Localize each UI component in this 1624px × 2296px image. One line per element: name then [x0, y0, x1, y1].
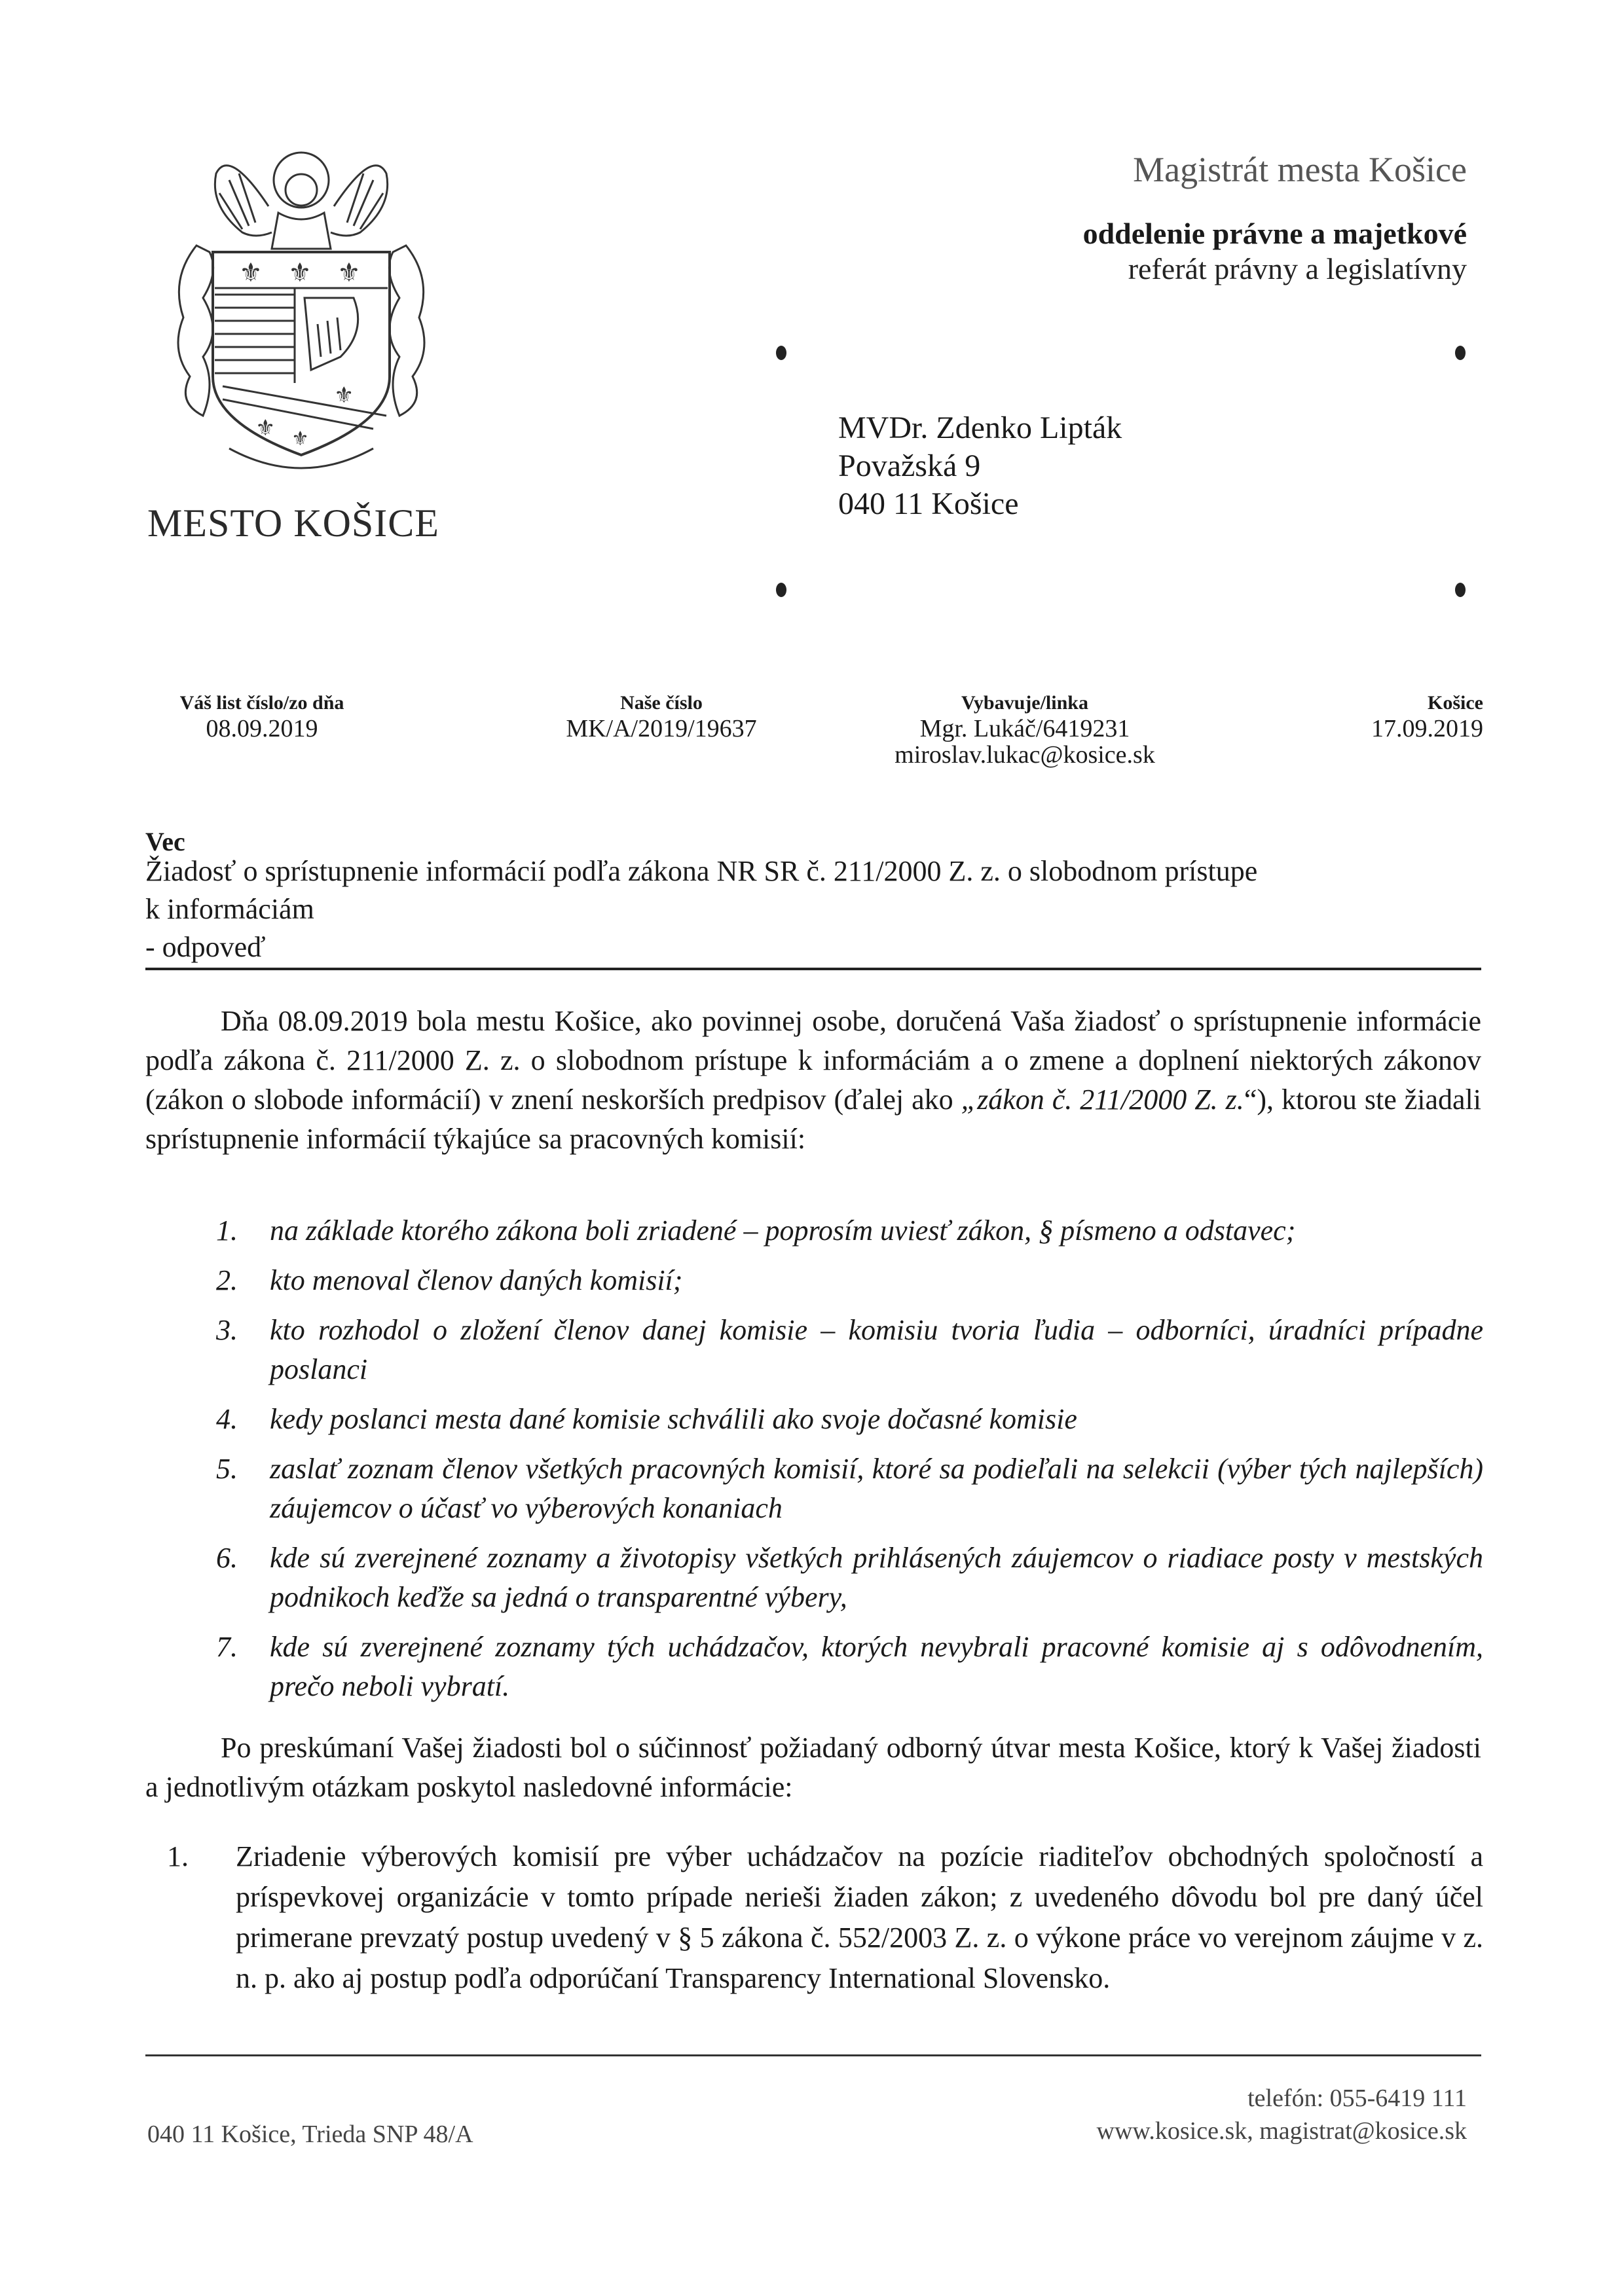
window-mark-icon: [1455, 583, 1466, 597]
intro-text: Dňa 08.09.2019 bola mestu Košice, ako povinnej osobe, doručená Vaša žiadosť o sprístupnenie informácie podľa zákona č. 211/2000 Z. z. o slobodnom prístupe k informáciám a o zmene a doplnení niektorých zákonov (zákon o slobode informácií) v znení neskorších predpisov (ďalej ako: [145, 1005, 1481, 1116]
ref-label: Vybavuje/linka: [961, 692, 1088, 714]
section-name: referát právny a legislatívny: [1128, 252, 1467, 285]
your-letter-ref: [164, 691, 360, 742]
item-text: kto rozhodol o zložení členov danej komisie – komisiu tvoria ľudia – odborníci, úradníci prípadne poslanci: [270, 1314, 1483, 1385]
coat-of-arms-icon: [157, 134, 445, 481]
ref-value: MK/A/2019/19637: [566, 715, 757, 742]
subject-text: [145, 852, 1481, 966]
ref-value: Mgr. Lukáč/6419231: [919, 715, 1130, 742]
ref-label: Košice: [1428, 692, 1483, 714]
window-mark-icon: [776, 583, 786, 597]
item-number: 6.: [216, 1542, 238, 1574]
item-text: Zriadenie výberových komisií pre výber uchádzačov na pozície riaditeľov obchodných spoločností a príspevkovej organizácie v tomto prípade nerieši žiaden zákon; z uvedeného dôvodu bol pre daný účel primerane prevzatý postup uvedený v § 5 zákona č. 552/2003 Z. z. o výkone práce vo verejnom záujme v z. n. p. ako aj postup podľa odporúčaní Transparency International Slovensko.: [236, 1840, 1483, 1994]
item-text: zaslať zoznam členov všetkých pracovných komisií, ktoré sa podieľali na selekcii (výber tých najlepších) záujemcov o účasť vo výberových konaniach: [270, 1453, 1483, 1524]
item-number: 1.: [216, 1214, 238, 1247]
recipient-name: MVDr. Zdenko Lipták: [838, 410, 1122, 445]
item-number: 4.: [216, 1403, 238, 1435]
svg-text:⚜: ⚜: [334, 384, 354, 408]
item-text: kde sú zverejnené zoznamy tých uchádzačov, ktorých nevybrali pracovné komisie aj s odôvodnením, prečo neboli vybratí.: [270, 1631, 1483, 1702]
svg-text:⚜: ⚜: [288, 258, 312, 287]
list-item: [216, 1211, 1483, 1250]
item-text: kto menoval členov daných komisií;: [270, 1264, 683, 1296]
subject-line: Žiadosť o sprístupnenie informácií podľa zákona NR SR č. 211/2000 Z. z. o slobodnom prístupe: [145, 855, 1258, 887]
list-item: [167, 1836, 1483, 1999]
subject-line: k informáciám: [145, 893, 314, 925]
item-text: kedy poslanci mesta dané komisie schválili ako svoje dočasné komisie: [270, 1403, 1077, 1435]
recipient-city: 040 11 Košice: [838, 486, 1019, 521]
footer-contact: [1097, 2082, 1467, 2147]
footer-phone: telefón: 055-6419 111: [1247, 2085, 1467, 2112]
recipient-street: Považská 9: [838, 448, 981, 483]
city-name: MESTO KOŠICE: [147, 501, 439, 545]
footer-web-email: www.kosice.sk, magistrat@kosice.sk: [1096, 2117, 1467, 2145]
item-number: 7.: [216, 1631, 238, 1663]
response-paragraph: Po preskúmaní Vašej žiadosti bol o súčinnosť požiadaný odborný útvar mesta Košice, ktorý k Vašej žiadosti a jednotlivým otázkam poskytol nasledovné informácie:: [145, 1732, 1481, 1803]
svg-text:⚜: ⚜: [337, 258, 361, 287]
our-number: [537, 691, 786, 742]
subject-line: - odpoveď: [145, 931, 266, 963]
item-text: na základe ktorého zákona boli zriadené – poprosím uviesť zákon, § písmeno a odstavec;: [270, 1214, 1296, 1247]
ref-label: Váš list číslo/zo dňa: [179, 692, 344, 714]
item-number: 3.: [216, 1314, 238, 1346]
subject-divider: [145, 968, 1481, 970]
list-item: [216, 1449, 1483, 1528]
svg-text:⚜: ⚜: [239, 258, 263, 287]
item-text: kde sú zverejnené zoznamy a životopisy všetkých prihlásených záujemcov o riadiace posty v mestských podnikoch keďže sa jedná o transparentné výbery,: [270, 1542, 1483, 1613]
handled-by: [881, 691, 1169, 768]
ref-label: Naše číslo: [620, 692, 703, 714]
intro-law-ref: „zákon č. 211/2000 Z. z.: [961, 1084, 1244, 1116]
question-list: [216, 1211, 1483, 1717]
list-item: [216, 1400, 1483, 1439]
department-name: oddelenie právne a majetkové: [1082, 217, 1467, 250]
item-number: 2.: [216, 1264, 238, 1296]
contact-email: miroslav.lukac@kosice.sk: [895, 741, 1155, 769]
svg-text:⚜: ⚜: [255, 416, 276, 441]
list-item: [216, 1311, 1483, 1389]
list-item: [216, 1628, 1483, 1706]
window-mark-icon: [1455, 346, 1466, 360]
window-mark-icon: [776, 346, 786, 360]
ref-value: 08.09.2019: [206, 715, 318, 742]
office-name: Magistrát mesta Košice: [1133, 150, 1467, 189]
footer-address: 040 11 Košice, Trieda SNP 48/A: [147, 2121, 473, 2148]
answer-list: [167, 1836, 1483, 1999]
item-number: 1.: [167, 1840, 189, 1872]
recipient-address: [838, 409, 1122, 523]
ref-value: 17.09.2019: [1371, 715, 1483, 742]
intro-text: “), ktorou ste žiadali sprístupnenie informácií týkajúce sa pracovných komisií:: [145, 1084, 1481, 1155]
footer-divider: [145, 2054, 1481, 2056]
subject-heading: Vec: [145, 827, 185, 856]
place-date: [1329, 691, 1483, 742]
list-item: [216, 1539, 1483, 1617]
intro-paragraph: [145, 1002, 1481, 1159]
list-item: [216, 1261, 1483, 1300]
item-number: 5.: [216, 1453, 238, 1485]
svg-text:⚜: ⚜: [291, 428, 309, 450]
